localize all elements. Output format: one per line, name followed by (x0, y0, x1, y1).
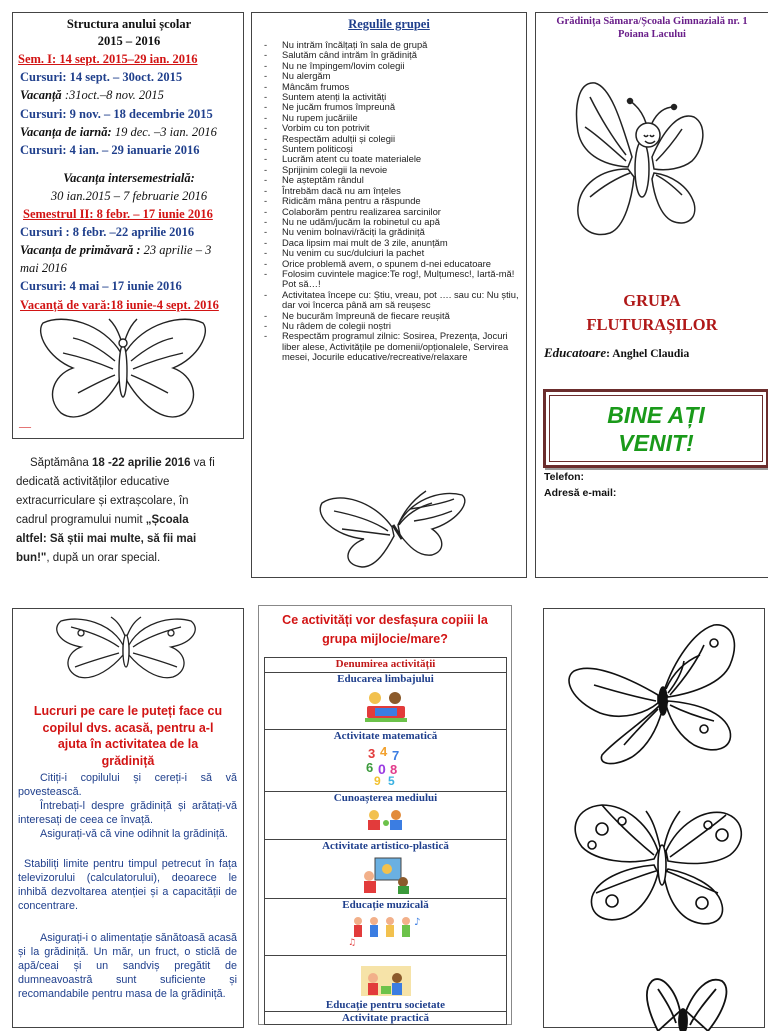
butterfly-illustration-7 (628, 971, 738, 1031)
school-year-panel (12, 12, 244, 439)
svg-text:0: 0 (377, 761, 386, 777)
butterfly-illustration-1 (33, 313, 213, 431)
butterflies-panel (543, 608, 765, 1028)
school-name: Grădinița Sămara/Școala Gimnazială nr. 1 Poiana Lacului (556, 16, 748, 40)
rule-item: - Ne așteptăm rândul (262, 175, 520, 185)
courses-2: Cursuri: 9 nov. – 18 decembrie 2015 (20, 107, 213, 121)
rule-item: - Suntem atenți la activități (262, 92, 520, 102)
rule-item: - Nu venim bolnavi/răciți la grădiniță (262, 227, 520, 237)
intersemester-dates: 30 ian.2015 – 7 februarie 2016 (50, 189, 208, 203)
tip-screen-time: Stabiliți limite pentru timpul petrecut în fața televizorului (calculatorului), deoarece le inhibă dezvoltarea atenției și a capacității de concentrare. (18, 858, 237, 912)
group-rules-panel (251, 12, 527, 578)
svg-text:8: 8 (389, 762, 397, 777)
school-altfel-paragraph: Săptămâna 18 -22 aprilie 2016 va fi dedicată activităților educative extracurriculare și extrașcolare, în cadrul programului numit „Școala altfel: Să știi mai multe, să fii mai bun!", după un orar special. (16, 457, 215, 564)
rule-item: - Nu venim cu suc/dulciuri la pachet (262, 248, 520, 258)
society-children-icon (359, 964, 413, 998)
rule-item: - Lucrăm atent cu toate materialele (262, 154, 520, 164)
rules-list (262, 40, 520, 363)
numbers-icon (364, 744, 408, 786)
rule-item: - Mâncăm frumos (262, 82, 520, 92)
svg-text:♪: ♪ (413, 917, 420, 928)
rule-item: - Nu ne împingem/lovim colegii (262, 61, 520, 71)
svg-text:6: 6 (365, 760, 373, 775)
courses-1: Cursuri: 14 sept. – 30oct. 2015 (20, 70, 183, 84)
intersemester-label: Vacanța intersemestrială: (63, 171, 195, 185)
vacation-winter: Vacanța de iarnă: 19 dec. –3 ian. 2016 (20, 125, 217, 139)
red-dash-mark: — (19, 419, 31, 433)
svg-text:4: 4 (379, 744, 387, 759)
dancing-children-icon (348, 913, 424, 947)
courses-3: Cursuri: 4 ian. – 29 ianuarie 2016 (20, 143, 200, 157)
activity-row: Cunoașterea mediului (265, 792, 507, 840)
vacation-1: Vacanță :31oct.–8 nov. 2015 (20, 88, 164, 102)
activity-row: Educație muzicală ♪ ♫ (265, 899, 507, 956)
rule-item: - Întrebăm dacă nu am înțeles (262, 186, 520, 196)
rule-item: - Vorbim cu ton potrivit (262, 123, 520, 133)
rule-item: - Folosim cuvintele magice:Te rog!, Mulțumesc!, Iartă-mă! Pot să…! (262, 269, 520, 290)
rule-item: - Daca lipsim mai mult de 3 zile, anunțăm (262, 238, 520, 248)
rule-item: - Respectăm programul zilnic: Sosirea, Prezența, Jocuri liber alese, Activitățile pe domenii/opționalele, Servirea mesei, Jocurile educative/recreative/relaxare (262, 331, 520, 362)
group-info-panel (535, 12, 768, 578)
vacation-summer: Vacanță de vară:18 iunie-4 sept. 2016 (20, 298, 219, 312)
nature-children-icon (362, 807, 410, 831)
semester-1: Sem. I: 14 sept. 2015–29 ian. 2016 (18, 52, 198, 66)
activity-row: Educarea limbajului (265, 673, 507, 730)
butterfly-illustration-3 (570, 77, 710, 247)
phone-label: Telefon: (544, 471, 585, 483)
courses-5: Cursuri: 4 mai – 17 iunie 2016 (20, 279, 182, 293)
rule-item: - Sprijinim colegii la nevoie (262, 165, 520, 175)
rule-item: - Respectăm adulții și colegii (262, 134, 520, 144)
butterfly-illustration-6 (562, 785, 752, 935)
butterfly-illustration-2 (314, 481, 474, 571)
rule-item: - Orice problemă avem, o spunem d-nei educatoare (262, 259, 520, 269)
rule-item: - Nu intrăm încălțați în sala de grupă (262, 40, 520, 50)
rule-item: - Colaborăm pentru realizarea sarcinilor (262, 207, 520, 217)
rule-item: - Nu râdem de colegii noștri (262, 321, 520, 331)
svg-text:♫: ♫ (347, 938, 356, 947)
activities-header: Denumirea activității (265, 658, 507, 673)
rule-item: - Activitatea începe cu: Știu, vreau, pot …. sau cu: Nu știu, dar voi încerca până am să reușesc (262, 290, 520, 311)
tip-reading: Citiți-i copilului și cereți-i să vă povestească. (18, 772, 237, 798)
svg-text:9: 9 (373, 774, 381, 786)
rule-item: - Ne bucurăm împreună de fiecare reușită (262, 311, 520, 321)
rule-item: - Nu ne udăm/jucăm la robinetul cu apă (262, 217, 520, 227)
activity-row: Educație pentru societate (265, 956, 507, 1012)
vacation-spring: Vacanța de primăvară : 23 aprilie – 3 (20, 243, 212, 257)
tip-nutrition: Asigurați-i o alimentație sănătoasă acasă și la grădiniță. Un măr, un fruct, o sticlă de apă/ceai și un sandviș pregătit de dumneavoastră sunt suficiente și recomandabile pentru masa de la grădiniță. (18, 932, 237, 1000)
school-year-range: 2015 – 2016 (97, 34, 161, 48)
activity-row: Activitate matematică 3 4 7 6 0 8 9 5 (265, 730, 507, 792)
home-tips-panel (12, 608, 244, 1028)
activities-title: Ce activități vor desfașura copiii la grupa mijlocie/mare? (282, 613, 488, 646)
rule-item: - Ridicăm mâna pentru a răspunde (262, 196, 520, 206)
tip-asking: Întrebați-l despre grădiniță și arătați-vă interesați de ceea ce învață. (18, 800, 237, 826)
email-label: Adresă e-mail: (544, 487, 617, 499)
activity-row: Activitate artistico-plastică (265, 840, 507, 899)
rule-item: - Salutăm când intrăm în grădiniță (262, 50, 520, 60)
svg-text:3: 3 (367, 746, 375, 761)
group-title: GRUPA FLUTURAȘILOR (586, 291, 718, 334)
children-reading-icon (361, 688, 411, 724)
butterfly-illustration-4 (51, 611, 201, 689)
painting-children-icon (361, 854, 411, 894)
rule-item: - Suntem politicoși (262, 144, 520, 154)
activities-table (264, 657, 507, 1025)
semester-2: Semestrul II: 8 febr. – 17 iunie 2016 (23, 207, 213, 221)
rules-title: Regulile grupei (348, 17, 430, 31)
svg-text:7: 7 (391, 748, 399, 763)
vacation-spring-end: mai 2016 (20, 261, 67, 275)
home-tips-heading: Lucruri pe care le puteți face cu copilul dvs. acasă, pentru a-l ajuta în activitatea de la grădiniță (33, 704, 223, 768)
butterfly-illustration-5 (554, 621, 754, 771)
rule-item: - Ne jucăm frumos împreună (262, 102, 520, 112)
rule-item: - Nu rupem jucăriile (262, 113, 520, 123)
rule-item: - Nu alergăm (262, 71, 520, 81)
activity-row: Activitate practică (265, 1012, 507, 1025)
tip-rest: Asigurați-vă că vine odihnit la grădiniță. (40, 828, 228, 840)
welcome-banner: BINE AȚI VENIT! (543, 389, 768, 468)
activities-panel (258, 605, 512, 1025)
courses-4: Cursuri : 8 febr. –22 aprilie 2016 (20, 225, 195, 239)
teacher-line: Educatoare: Anghel Claudia (544, 345, 690, 360)
school-year-title: Structura anului școlar (66, 17, 192, 31)
svg-text:5: 5 (387, 774, 395, 786)
